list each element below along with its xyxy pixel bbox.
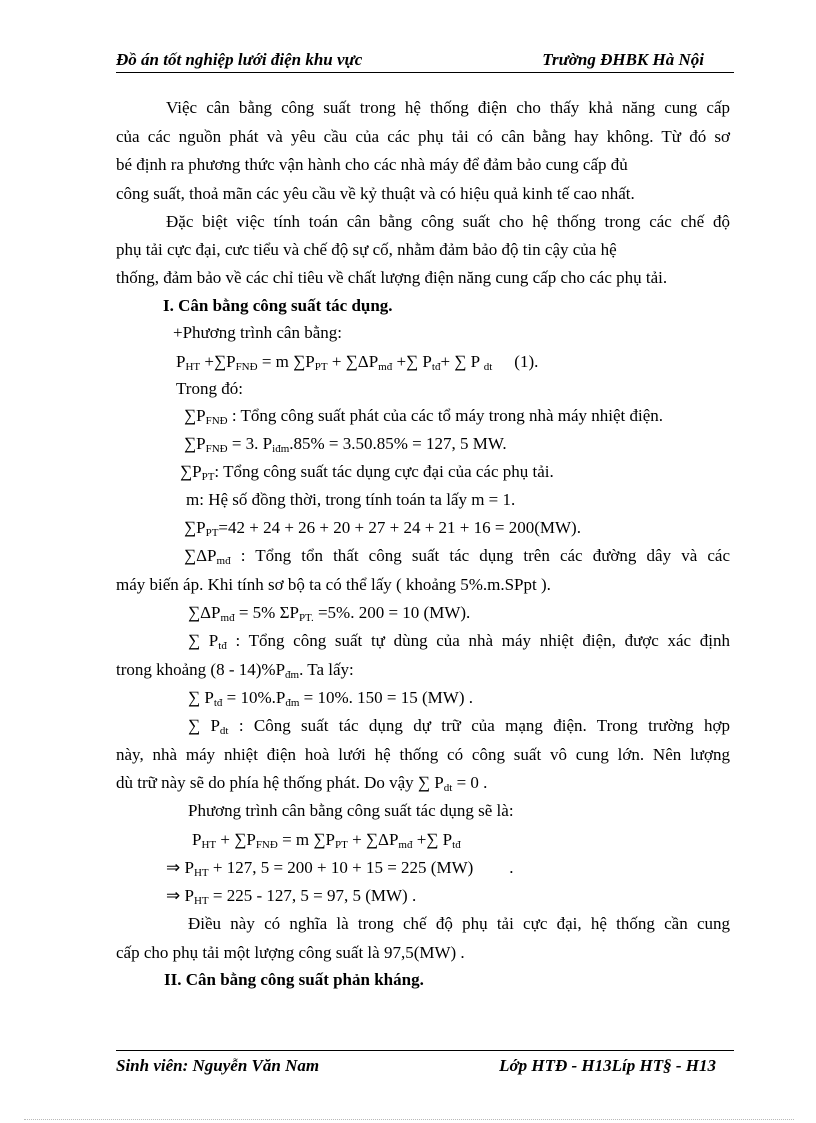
equation-label: +Phương trình cân bằng:: [173, 323, 342, 342]
p2-line-2: phụ tải cực đại, cưc tiểu và chế độ sự cố, nhằm đảm bảo độ tin cậy của hệ: [116, 240, 617, 259]
def-pdt: ∑ $P_{dt}$ : Công suất tác dụng dự trữ của mạng điện. Trong trường hợp: [188, 716, 731, 737]
def-m: m: Hệ số đồng thời, trong tính toán ta lấy m = 1.: [186, 490, 516, 509]
def-ppt: $\sum P_{PT}$: Tổng công suất tác dụng cực đại của các phụ tải.: [180, 462, 554, 483]
p1-line-1: Việc cân bằng công suất trong hệ thống điện cho thấy khả năng cung cấp: [166, 98, 730, 117]
p3-line-1: Điều này có nghĩa là trong chế độ phụ tải cực đại, hệ thống cần cung: [188, 914, 730, 933]
equation-3: ⇒ $P_{HT} + 127$, 5 = 200 + 10 + 15 = 225 (MW) .: [166, 858, 514, 879]
p1-line-3: bé định ra phương thức vận hành cho các nhà máy để đảm bảo cung cấp đủ: [116, 155, 628, 174]
header-title: Đồ án tốt nghiệp lưới điện khu vực: [116, 50, 363, 69]
def-ptd-cont: trong khoảng $(8 - 14)\%P_{đm}$. Ta lấy:: [116, 660, 354, 681]
calc-ptd: ∑ $P_{tđ} = 10\%.P_{đm} = 10\%$. 150 = 15 (MW) .: [188, 688, 473, 709]
footer-class: Lớp HTĐ - H13Líp HT§ - H13: [499, 1056, 716, 1075]
equation-1: $P_{HT} +\sum P_{FNĐ} = m$ $\sum P_{PT} + \sum\Delta P_{mđ}$ +∑ $P_{tđ}+$ ∑ P $_{dt}$ (1).: [176, 352, 539, 373]
header-school: Trường ĐHBK Hà Nội: [542, 50, 704, 69]
page-header: [116, 48, 734, 73]
page-footer: [116, 1050, 734, 1077]
page-bottom-dots: [24, 1119, 794, 1120]
p2-line-3: thống, đảm bảo về các chỉ tiêu về chất lượng điện năng cung cấp cho các phụ tải.: [116, 268, 668, 287]
equation-2: $P_{HT} + \sum P_{FNĐ} = m$ $\sum P_{PT} + \sum\Delta P_{mđ}$ +∑ $P_{tđ}$: [192, 830, 461, 851]
p1-line-2: của các nguồn phát và yêu cầu của các phụ tải có cân bằng hay không. Từ đó sơ: [116, 127, 730, 146]
footer-student: Sinh viên: Nguyễn Văn Nam: [116, 1056, 320, 1075]
equation-4: ⇒ $P_{HT} = 225 - 127$, 5 = 97, 5 (MW) .: [166, 886, 417, 907]
def-dpmd-cont: máy biến áp. Khi tính sơ bộ ta có thể lấy ( khoảng 5%.m.SPpt ).: [116, 575, 551, 594]
section-2-heading: II. Cân bằng công suất phản kháng.: [164, 970, 424, 989]
p3-line-2: cấp cho phụ tải một lượng công suất là 97,5(MW) .: [116, 943, 465, 962]
def-ptd: ∑ $P_{tđ}$ : Tổng công suất tự dùng của nhà máy nhiệt điện, được xác định: [188, 631, 730, 652]
calc-dpmd: $\sum\Delta P_{mđ} = 5\%$ $\Sigma P_{PT.} =5\%$. 200 = 10 (MW).: [188, 603, 471, 624]
section-1-heading: I. Cân bằng công suất tác dụng.: [163, 296, 393, 315]
calc-ppt: $\sum P_{PT}=42 + 24 + 26 + 20 + 27 + 24 + 21 + 16 = 200(MW)$.: [184, 518, 581, 539]
p2-line-1: Đặc biệt việc tính toán cân bằng công suất cho hệ thống trong các chế độ: [166, 212, 730, 231]
def-dpmd: $\sum\Delta P_{mđ}$ : Tổng tổn thất công suất tác dụng trên các đường dây và các: [184, 546, 730, 567]
p1-line-4: công suất, thoả mãn các yêu cầu về kỷ thuật và có hiệu quả kinh tế cao nhất.: [116, 184, 635, 203]
trong-do: Trong đó:: [176, 379, 243, 398]
def-pdt-zero: dù trữ này sẽ do phía hệ thống phát. Do vậy ∑ $P_{dt} = 0$ .: [116, 773, 488, 794]
equation-intro: Phương trình cân bằng công suất tác dụng sẽ là:: [188, 801, 514, 820]
calc-pfnd: $\sum P_{FNĐ} = 3$. $P_{iđm}.85\% = 3.50.85\% = 127$, 5 MW.: [184, 434, 507, 455]
def-pfnd: $\sum P_{FNĐ}$ : Tổng công suất phát của các tổ máy trong nhà máy nhiệt điện.: [184, 406, 664, 427]
def-pdt-cont: này, nhà máy nhiệt điện hoà lưới hệ thống có công suất vô cung lớn. Nên lượng: [116, 745, 730, 764]
